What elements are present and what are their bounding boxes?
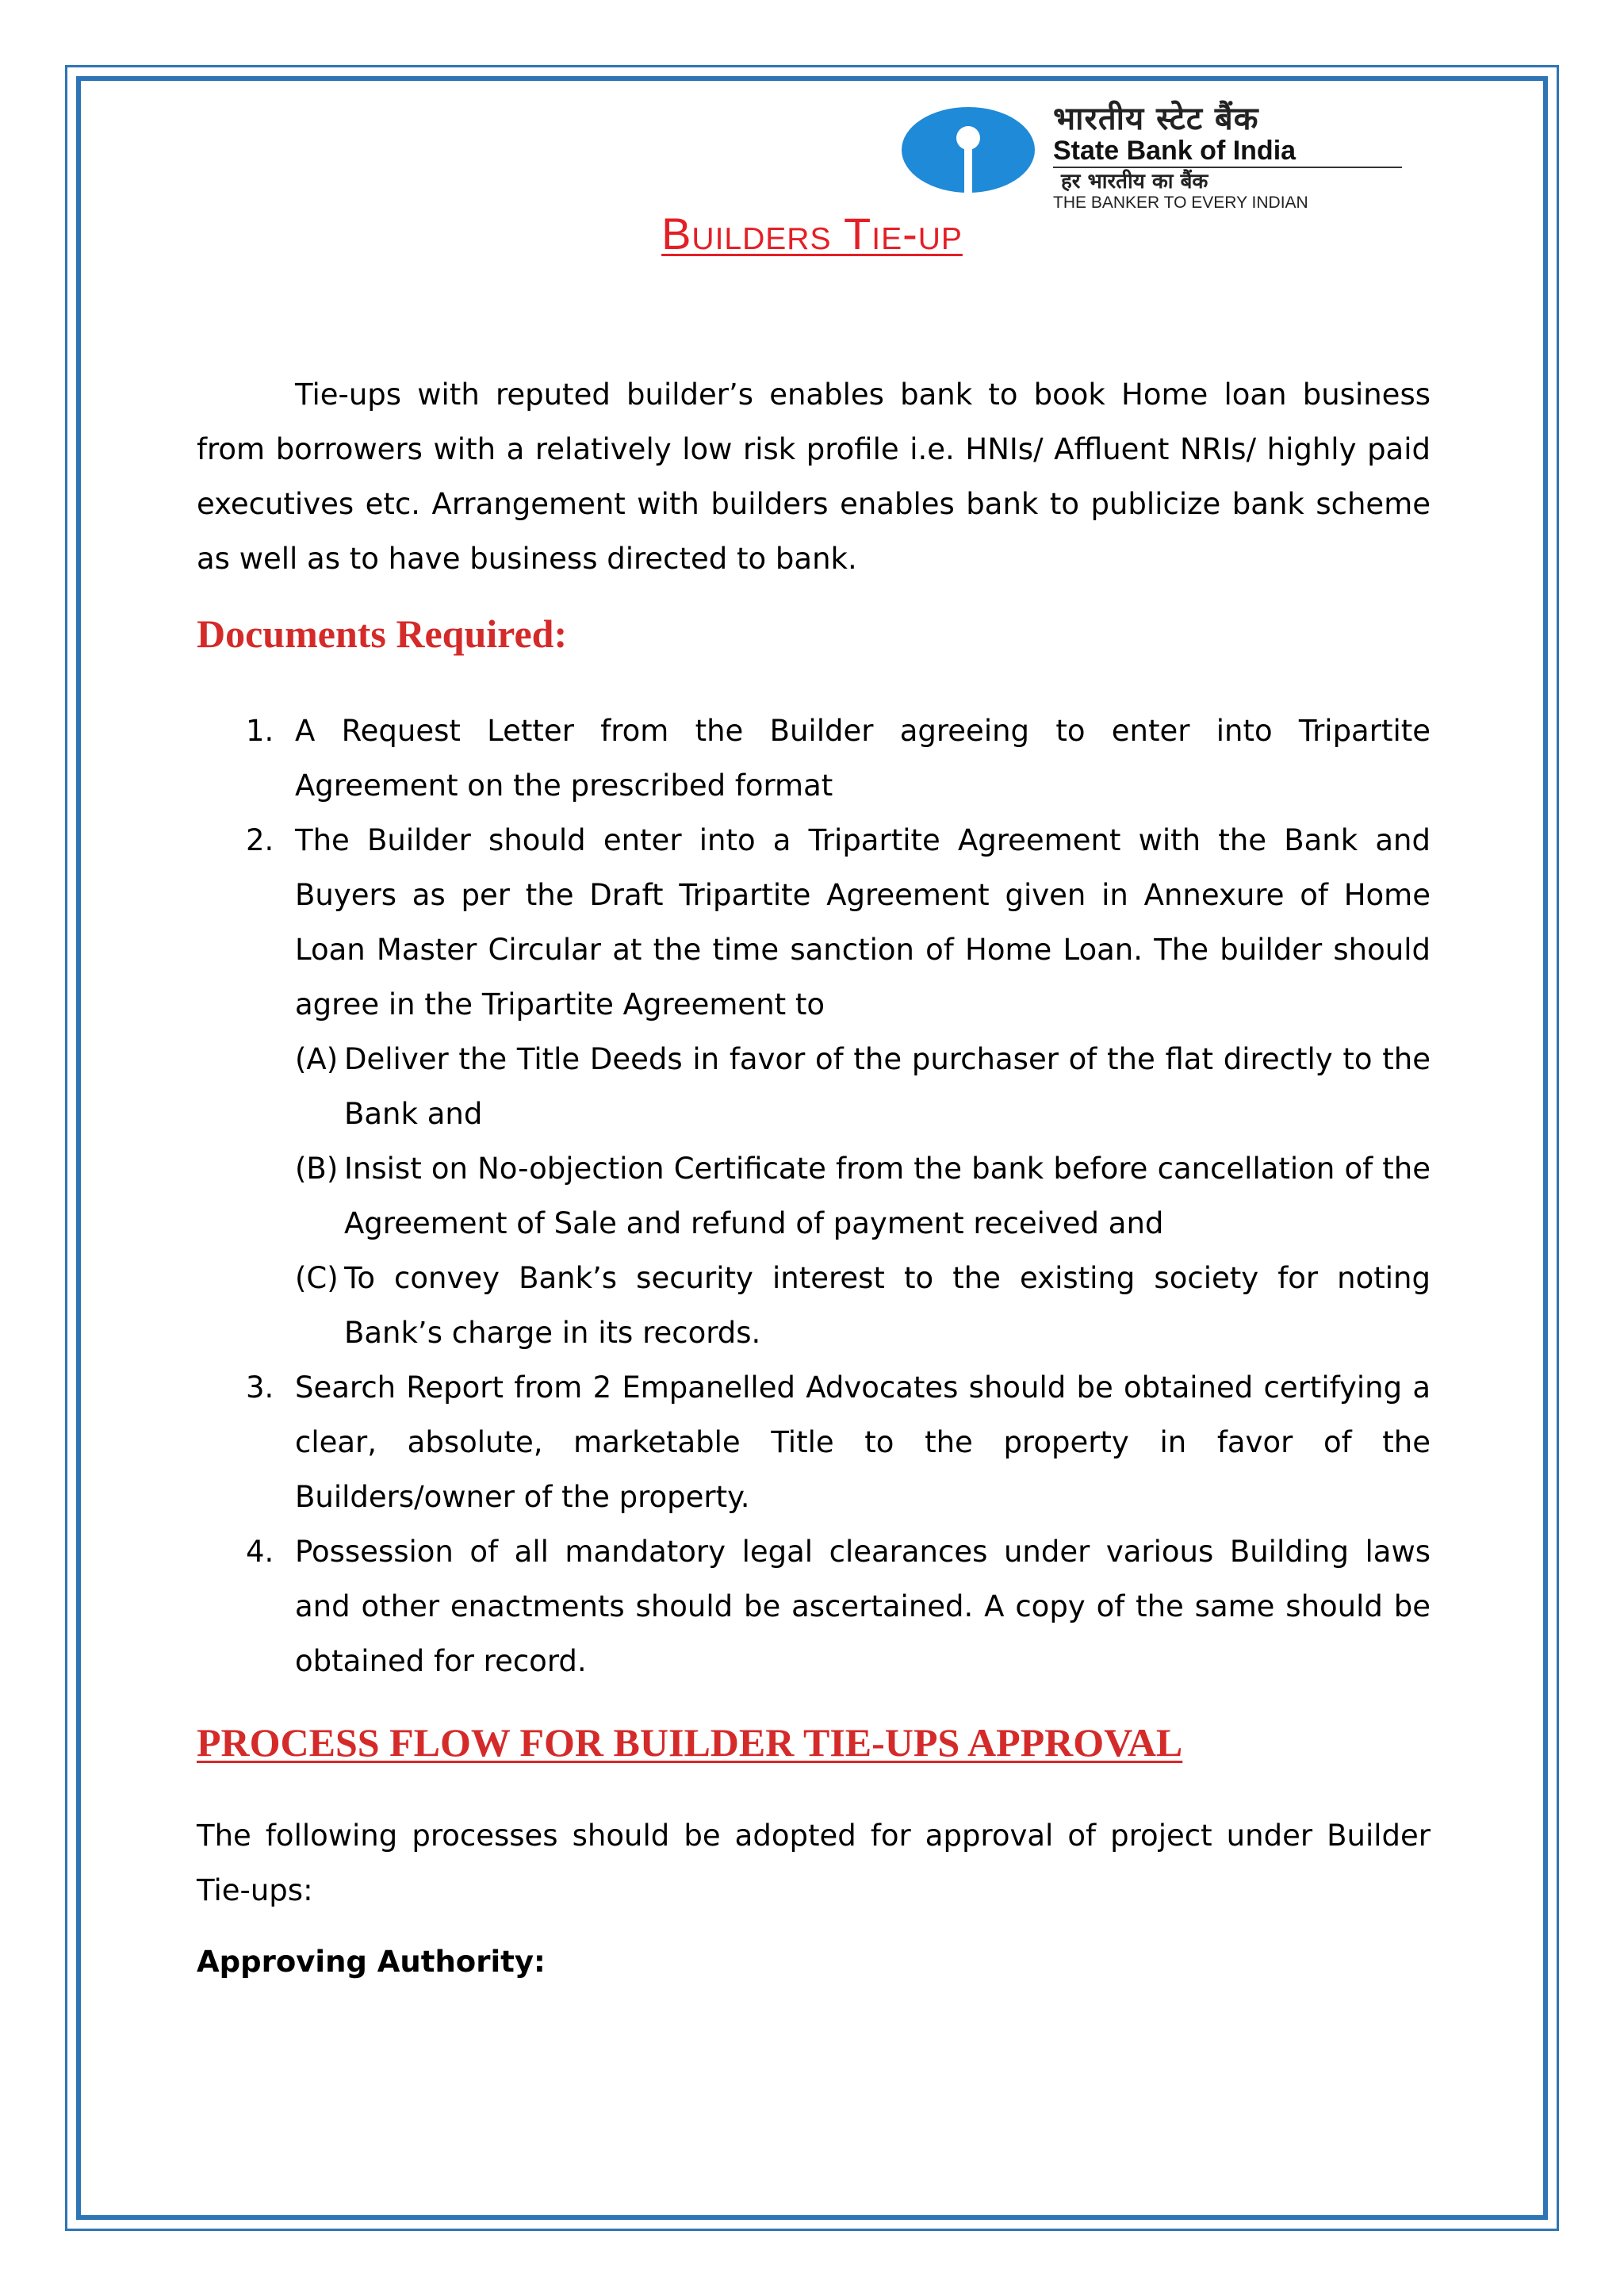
list-item-number: 1. <box>246 714 274 748</box>
logo-tagline: THE BANKER TO EVERY INDIAN <box>1053 194 1308 212</box>
documents-heading: Documents Required: <box>197 611 568 656</box>
list-item-number: 2. <box>246 823 274 857</box>
logo-divider <box>1053 167 1402 168</box>
list-item <box>197 813 1431 1032</box>
sub-list-item-text: Deliver the Title Deeds in favor of the purchaser of the flat directly to the Bank and <box>344 1042 1431 1131</box>
logo-english-name: State Bank of India <box>1053 136 1297 166</box>
sub-list-item-letter: (B) <box>295 1152 339 1186</box>
list-item <box>197 1524 1431 1688</box>
process-intro-paragraph: The following processes should be adopted for approval of project under Builder Tie-ups: <box>197 1819 1431 1907</box>
list-item-text: Possession of all mandatory legal clearances under various Building laws and other enactments should be ascertained. A copy of the same should be obtained for record. <box>295 1535 1431 1678</box>
sub-list-item-text: To convey Bank’s security interest to the existing society for noting Bank’s charge in its records. <box>344 1261 1431 1350</box>
sub-list-item <box>197 1032 1431 1141</box>
sbi-logo-text <box>1053 102 1424 213</box>
sub-list-item-letter: (C) <box>295 1261 339 1295</box>
list-item-number: 4. <box>246 1535 274 1569</box>
intro-paragraph: Tie-ups with reputed builder’s enables bank to book Home loan business from borrowers with a relatively low risk profile i.e. HNIs/ Affluent NRIs/ highly paid executives etc. Arrangement with builders enables bank to publicize bank scheme as well as to have business directed to bank. <box>197 378 1431 576</box>
list-item-text: Search Report from 2 Empanelled Advocates should be obtained certifying a clear, absolute, marketable Title to the property in favor of the Builders/owner of the property. <box>295 1370 1431 1514</box>
list-item <box>197 1360 1431 1524</box>
logo-hindi-tagline: हर भारतीय का बैंक <box>1061 170 1208 194</box>
sbi-logo <box>901 101 1424 212</box>
sbi-logo-icon <box>901 106 1036 194</box>
list-item <box>197 703 1431 813</box>
page-title <box>0 208 1624 259</box>
list-item-number: 3. <box>246 1370 274 1405</box>
approving-authority-label: Approving Authority: <box>197 1945 546 1979</box>
process-heading: PROCESS FLOW FOR BUILDER TIE-UPS APPROVAL <box>197 1720 1183 1765</box>
list-item-text: The Builder should enter into a Tripartite Agreement with the Bank and Buyers as per the Draft Tripartite Agreement given in Annexure of Home Loan Master Circular at the time sanction of Home Loan. The builder should agree in the Tripartite Agreement to <box>295 823 1431 1022</box>
page-title-text: Builders Tie-up <box>661 209 963 259</box>
documents-list <box>197 703 1431 1688</box>
sub-list-item-text: Insist on No-objection Certificate from the bank before cancellation of the Agreement of Sale and refund of payment received and <box>344 1152 1431 1240</box>
logo-hindi-name: भारतीय स्टेट बैंक <box>1053 101 1259 137</box>
sub-list-item <box>197 1251 1431 1360</box>
sub-list-item <box>197 1141 1431 1251</box>
list-item-text: A Request Letter from the Builder agreeing to enter into Tripartite Agreement on the prescribed format <box>295 714 1431 803</box>
sub-list-item-letter: (A) <box>295 1042 339 1076</box>
